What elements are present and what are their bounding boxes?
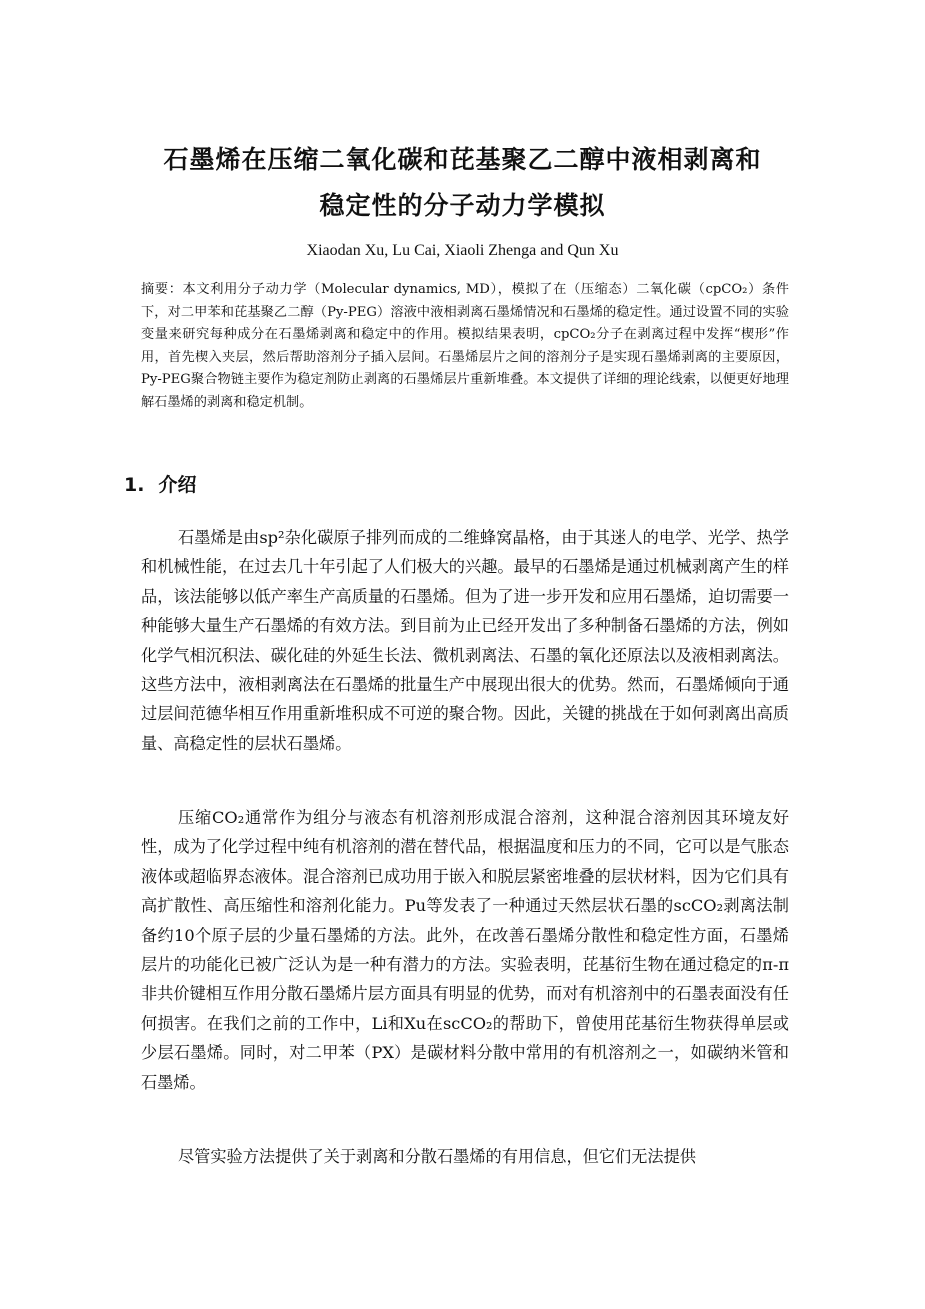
section-title: 介绍 bbox=[158, 474, 197, 496]
body-paragraph-2: 压缩CO₂通常作为组分与液态有机溶剂形成混合溶剂，这种混合溶剂因其环境友好性，成为了化学过程中纯有机溶剂的潜在替代品，根据温度和压力的不同，它可以是气胀态液体或超临界态液体。混合溶剂已成功用于嵌入和脱层紧密堆叠的层状材料，因为它们具有高扩散性、高压缩性和溶剂化能力。Pu等发表了一种通过天然层状石墨的scCO₂剥离法制备约10个原子层的少量石墨烯的方法。此外，在改善石墨烯分散性和稳定性方面，石墨烯层片的功能化已被广泛认为是一种有潜力的方法。实验表明，芘基衍生物在通过稳定的π-π非共价键相互作用分散石墨烯片层方面具有明显的优势，而对有机溶剂中的石墨表面没有任何损害。在我们之前的工作中，Li和Xu在scCO₂的帮助下，曾使用芘基衍生物获得单层或少层石墨烯。同时，对二甲苯（PX）是碳材料分散中常用的有机溶剂之一，如碳纳米管和石墨烯。 bbox=[141, 808, 789, 1092]
author-list: Xiaodan Xu, Lu Cai, Xiaoli Zhenga and Qun Xu bbox=[306, 242, 619, 259]
body-paragraph-1: 石墨烯是由sp²杂化碳原子排列而成的二维蜂窝晶格，由于其迷人的电学、光学、热学和机械性能，在过去几十年引起了人们极大的兴趣。最早的石墨烯是通过机械剥离产生的样品，该法能够以低产率生产高质量的石墨烯。但为了进一步开发和应用石墨烯，迫切需要一种能够大量生产石墨烯的有效方法。到目前为止已经开发出了多种制备石墨烯的方法，例如化学气相沉积法、碳化硅的外延生长法、微机剥离法、石墨的氧化还原法以及液相剥离法。这些方法中，液相剥离法在石墨烯的批量生产中展现出很大的优势。然而，石墨烯倾向于通过层间范德华相互作用重新堆积成不可逆的聚合物。因此，关键的挑战在于如何剥离出高质量、高稳定性的层状石墨烯。 bbox=[141, 528, 789, 753]
paper-title-line-2: 稳定性的分子动力学模拟 bbox=[319, 191, 606, 220]
section-heading-introduction bbox=[124, 470, 196, 497]
body-paragraph-3: 尽管实验方法提供了关于剥离和分散石墨烯的有用信息，但它们无法提供 bbox=[178, 1147, 696, 1166]
section-number: 1. bbox=[124, 474, 145, 496]
paper-title-line-1: 石墨烯在压缩二氧化碳和芘基聚乙二醇中液相剥离和 bbox=[163, 145, 762, 174]
abstract: 摘要：本文利用分子动力学（Molecular dynamics, MD），模拟了在（压缩态）二氧化碳（cpCO₂）条件下，对二甲苯和芘基聚乙二醇（Py-PEG）溶液中液相剥离石墨烯情况和石墨烯的稳定性。通过设置不同的实验变量来研究每种成分在石墨烯剥离和稳定中的作用。模拟结果表明，cpCO₂分子在剥离过程中发挥“楔形”作用，首先楔入夹层，然后帮助溶剂分子插入层间。石墨烯层片之间的溶剂分子是实现石墨烯剥离的主要原因，Py-PEG聚合物链主要作为稳定剂防止剥离的石墨烯层片重新堆叠。本文提供了详细的理论线索，以便更好地理解石墨烯的剥离和稳定机制。 bbox=[141, 282, 789, 410]
